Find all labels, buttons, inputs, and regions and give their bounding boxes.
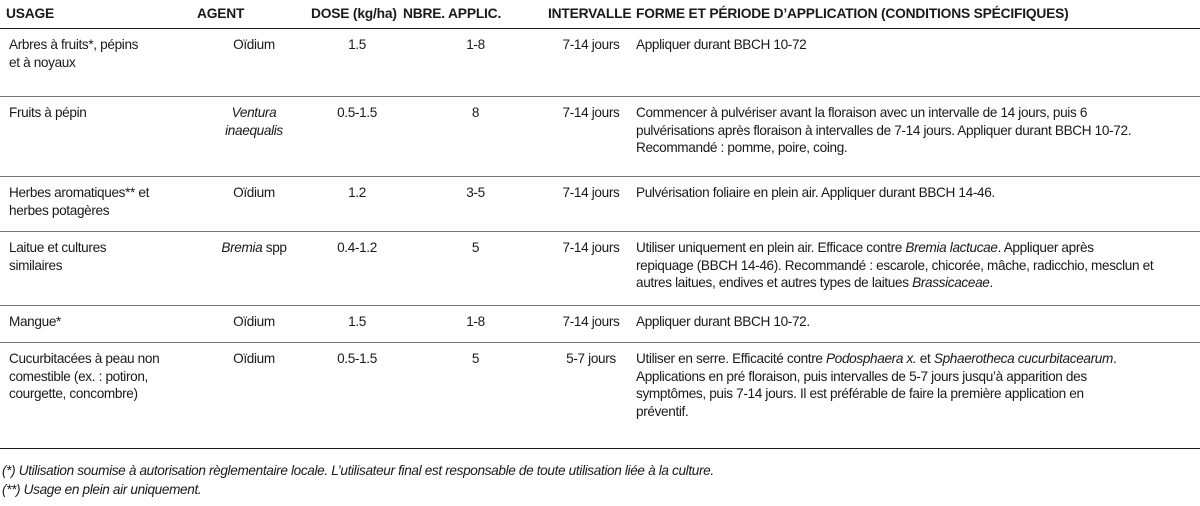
table-row: [0, 343, 1200, 449]
table-row: [0, 177, 1200, 232]
cell-dose: 1.5: [311, 29, 403, 97]
cell-dose: 0.5-1.5: [311, 97, 403, 177]
cell-forme: Utiliser uniquement en plein air. Efficace contre Bremia lactucae. Appliquer après repiquage (BBCH 14-46). Recommandé : escarole, chicorée, mâche, radicchio, mesclun et autres laitues, endives et autres types de laitues Brassicaceae.: [634, 232, 1200, 306]
cell-usage: Laitue et cultures similaires: [0, 232, 197, 306]
cell-nbre-applic: 3-5: [403, 177, 548, 232]
cell-usage: Arbres à fruits*, pépins et à noyaux: [0, 29, 197, 97]
cell-dose: 1.2: [311, 177, 403, 232]
cell-forme: Commencer à pulvériser avant la floraison avec un intervalle de 14 jours, puis 6 pulvérisations après floraison à intervalles de 7-14 jours. Appliquer durant BBCH 10-72. Recommandé : pomme, poire, coing.: [634, 97, 1200, 177]
cell-intervalle: 5-7 jours: [548, 343, 634, 449]
header-nbre-applic: NBRE. APPLIC.: [403, 0, 548, 29]
header-agent: AGENT: [197, 0, 311, 29]
cell-forme: Pulvérisation foliaire en plein air. Appliquer durant BBCH 14-46.: [634, 177, 1200, 232]
footnotes: [2, 461, 714, 499]
cell-forme: Utiliser en serre. Efficacité contre Podosphaera x. et Sphaerotheca cucurbitacearum. Applications en pré floraison, puis intervalles de 5-7 jours jusqu’à apparition des symptômes, puis 7-14 jours. Il est préférable de faire la première application en préventif.: [634, 343, 1200, 449]
cell-agent: Ventura inaequalis: [197, 97, 311, 177]
cell-usage: Mangue*: [0, 306, 197, 343]
cell-forme: Appliquer durant BBCH 10-72.: [634, 306, 1200, 343]
table-row: [0, 29, 1200, 97]
cell-forme: Appliquer durant BBCH 10-72: [634, 29, 1200, 97]
cell-usage: Fruits à pépin: [0, 97, 197, 177]
cell-intervalle: 7-14 jours: [548, 232, 634, 306]
cell-nbre-applic: 1-8: [403, 29, 548, 97]
cell-dose: 0.4-1.2: [311, 232, 403, 306]
cell-nbre-applic: 5: [403, 232, 548, 306]
footnote-outdoor-only: (**) Usage en plein air uniquement.: [2, 482, 202, 497]
cell-intervalle: 7-14 jours: [548, 177, 634, 232]
cell-agent: Oïdium: [197, 177, 311, 232]
table-row: [0, 232, 1200, 306]
cell-intervalle: 7-14 jours: [548, 306, 634, 343]
header-row: [0, 0, 1200, 29]
table-row: [0, 97, 1200, 177]
header-forme-periode: FORME ET PÉRIODE D’APPLICATION (CONDITIONS SPÉCIFIQUES): [634, 0, 1200, 29]
table-row: [0, 306, 1200, 343]
footnote-local-authorization: (*) Utilisation soumise à autorisation règlementaire locale. L’utilisateur final est responsable de toute utilisation liée à la culture.: [2, 463, 714, 478]
cell-usage: Herbes aromatiques** et herbes potagères: [0, 177, 197, 232]
header-usage: USAGE: [0, 0, 197, 29]
cell-intervalle: 7-14 jours: [548, 97, 634, 177]
cell-agent: Oïdium: [197, 306, 311, 343]
cell-dose: 0.5-1.5: [311, 343, 403, 449]
cell-intervalle: 7-14 jours: [548, 29, 634, 97]
cell-nbre-applic: 8: [403, 97, 548, 177]
header-dose: DOSE (kg/ha): [311, 0, 403, 29]
cell-agent: Oïdium: [197, 343, 311, 449]
cell-nbre-applic: 5: [403, 343, 548, 449]
cell-agent: Oïdium: [197, 29, 311, 97]
cell-agent: Bremia spp: [197, 232, 311, 306]
cell-usage: Cucurbitacées à peau non comestible (ex. : potiron, courgette, concombre): [0, 343, 197, 449]
cell-dose: 1.5: [311, 306, 403, 343]
header-intervalle: INTERVALLE: [548, 0, 634, 29]
cell-nbre-applic: 1-8: [403, 306, 548, 343]
